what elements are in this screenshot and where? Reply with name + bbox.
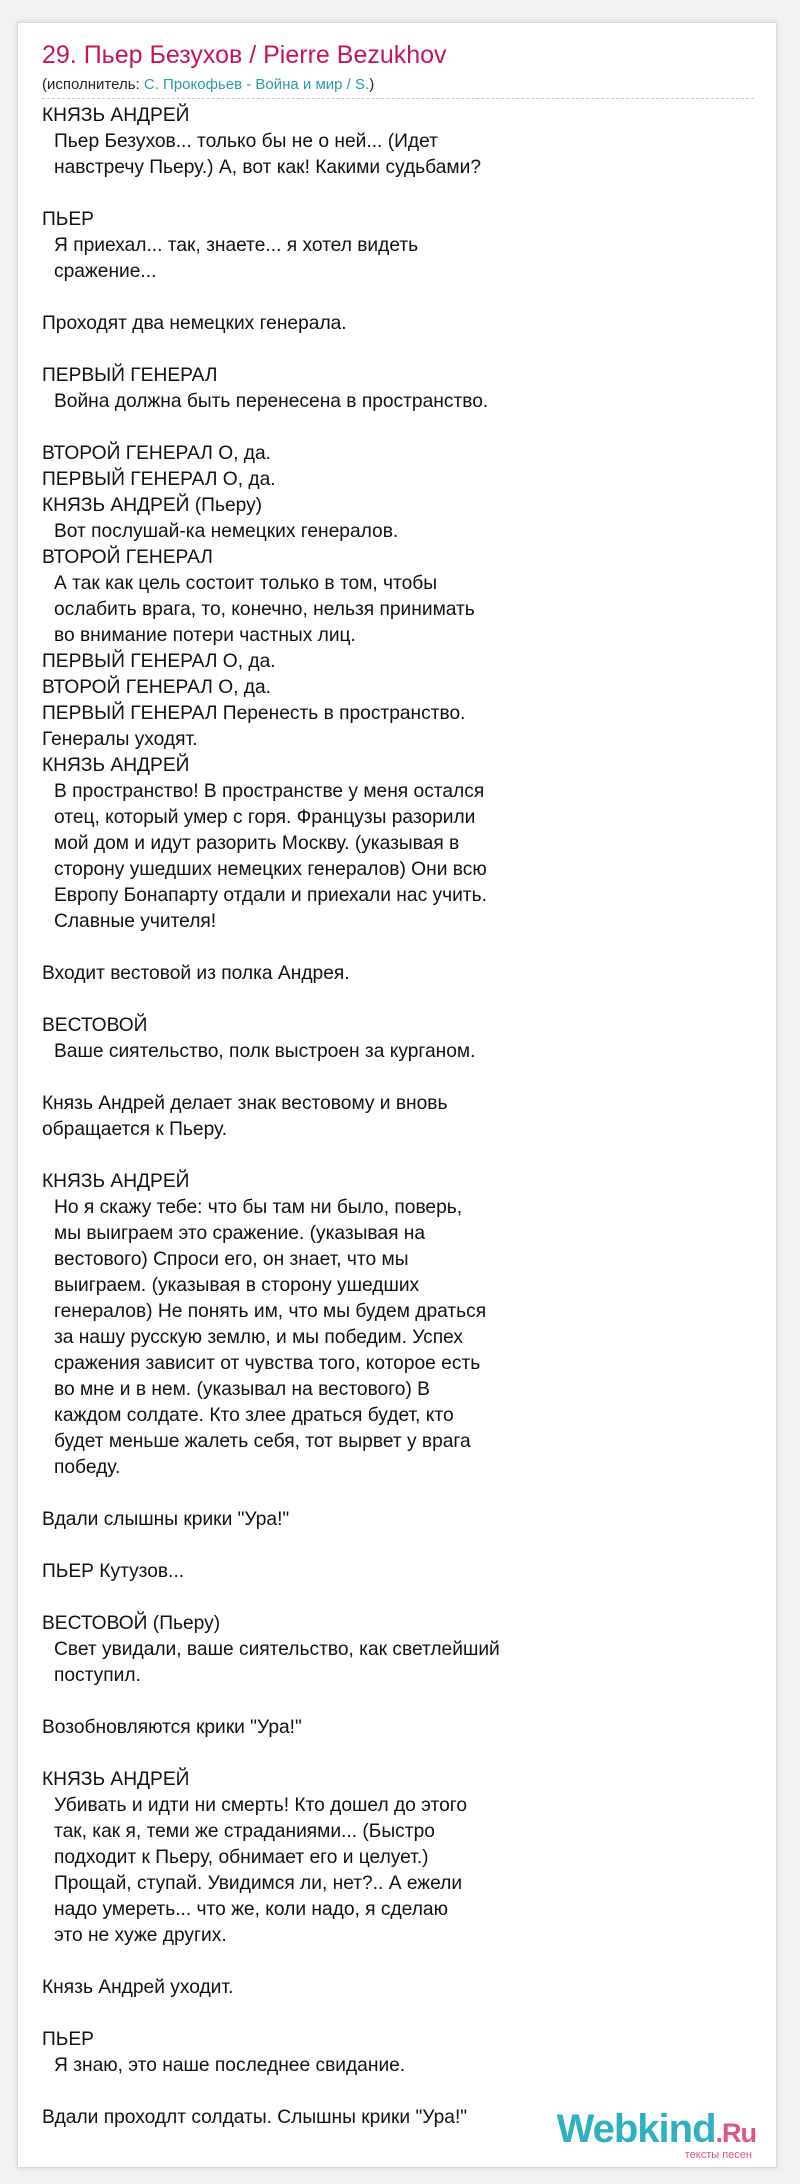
byline-prefix: (исполнитель: [42,76,144,93]
lyric-line: отец, который умер с горя. Французы разорили [54,807,476,828]
lyric-line: Вот послушай-ка немецких генералов. [54,521,399,542]
lyric-line [42,935,762,961]
lyric-line: ВЕСТОВОЙ (Пьеру) [42,1613,221,1634]
lyric-line: мой дом и идут разорить Москву. (указывая в [54,833,460,854]
lyric-line: выиграем. (указывая в сторону ушедших [54,1275,420,1296]
lyric-line: сторону ушедших немецких генералов) Они всю [54,859,487,880]
lyric-line: ПЕРВЫЙ ГЕНЕРАЛ О, да. [42,469,276,490]
lyric-line: ВТОРОЙ ГЕНЕРАЛ [42,547,213,568]
lyric-line: А так как цель состоит только в том, чтобы [54,573,438,594]
author-link[interactable]: S. [355,76,370,93]
lyric-line: Свет увидали, ваше сиятельство, как светлейший [54,1639,500,1660]
lyric-line: навстречу Пьеру.) А, вот как! Какими судьбами? [54,157,481,178]
lyric-line [42,2001,762,2027]
lyric-line: ВТОРОЙ ГЕНЕРАЛ О, да. [42,677,272,698]
lyric-line: ПЬЕР [42,209,94,230]
byline-suffix: ) [369,76,375,93]
lyric-line: поступил. [54,1665,141,1686]
lyric-line: Пьер Безухов... только бы не о ней... (Идет [54,131,438,152]
lyric-line: Генералы уходят. [42,729,198,750]
lyric-line: обращается к Пьеру. [42,1119,228,1140]
lyric-line: генералов) Не понять им, что мы будем драться [54,1301,487,1322]
webkind-logo[interactable] [557,2109,756,2161]
lyric-line: это не хуже других. [54,1925,227,1946]
lyric-line [42,337,762,363]
lyric-line: надо умереть... что же, коли надо, я сделаю [54,1899,448,1920]
lyric-line: подходит к Пьеру, обнимает его и целует.) [54,1847,429,1868]
divider [42,98,754,99]
lyric-line: Я знаю, это наше последнее свидание. [54,2055,406,2076]
lyric-line: ПЕРВЫЙ ГЕНЕРАЛ Перенесть в пространство. [42,703,466,724]
lyric-line: ПЬЕР Кутузов... [42,1561,185,1582]
lyric-line: Я приехал... так, знаете... я хотел видеть [54,235,419,256]
lyric-line: каждом солдате. Кто злее драться будет, кто [54,1405,454,1426]
lyric-line: Славные учителя! [54,911,217,932]
lyric-line [42,1949,762,1975]
lyric-line [42,987,762,1013]
lyric-line: Проходят два немецких генерала. [42,313,347,334]
lyrics-body [42,103,762,2131]
lyric-line: за нашу русскую землю, и мы победим. Успех [54,1327,463,1348]
lyric-line: вестового) Спроси его, он знает, что мы [54,1249,409,1270]
lyric-line: Европу Бонапарту отдали и приехали нас учить. [54,885,487,906]
lyric-line: Вдали проходлт солдаты. Слышны крики "Ура!" [42,2107,468,2128]
lyric-line: КНЯЗЬ АНДРЕЙ [42,1171,190,1192]
lyric-line: В пространство! В пространстве у меня остался [54,781,485,802]
lyric-line: ВЕСТОВОЙ [42,1015,148,1036]
lyrics-sheet [17,22,777,2168]
lyric-line: Возобновляются крики "Ура!" [42,1717,302,1738]
lyric-line [42,1533,762,1559]
lyric-line [42,1585,762,1611]
lyric-line: во внимание потери частных лиц. [54,625,356,646]
lyric-line: ПЕРВЫЙ ГЕНЕРАЛ [42,365,218,386]
lyric-line: будет меньше жалеть себя, тот вырвет у врага [54,1431,471,1452]
lyric-line [42,1481,762,1507]
lyric-line: Но я скажу тебе: что бы там ни было, поверь, [54,1197,463,1218]
song-title: 29. Пьер Безухов / Pierre Bezukhov [42,41,447,69]
lyric-line [42,1065,762,1091]
lyric-line: победу. [54,1457,121,1478]
lyric-line: КНЯЗЬ АНДРЕЙ [42,1769,190,1790]
lyric-line: Князь Андрей делает знак вестовому и вновь [42,1093,448,1114]
lyric-line: КНЯЗЬ АНДРЕЙ [42,105,190,126]
lyric-line: ПЬЕР [42,2029,94,2050]
lyric-line [42,1741,762,1767]
lyric-line: ВТОРОЙ ГЕНЕРАЛ О, да. [42,443,272,464]
lyric-line: КНЯЗЬ АНДРЕЙ (Пьеру) [42,495,263,516]
lyric-line: ослабить врага, то, конечно, нельзя принимать [54,599,475,620]
lyric-line: КНЯЗЬ АНДРЕЙ [42,755,190,776]
lyric-line: сражения зависит от чувства того, которое есть [54,1353,481,1374]
lyric-line: сражение... [54,261,157,282]
lyric-line [42,2079,762,2105]
lyric-line: так, как я, теми же страданиями... (Быстро [54,1821,435,1842]
brand-name: Webkind [556,2107,716,2151]
lyric-line: Убивать и идти ни смерть! Кто дошел до этого [54,1795,468,1816]
lyric-line [42,181,762,207]
lyric-line: ПЕРВЫЙ ГЕНЕРАЛ О, да. [42,651,276,672]
brand-tagline: тексты песен [684,2149,752,2161]
lyric-line: Входит вестовой из полка Андрея. [42,963,350,984]
brand-tld: .Ru [715,2118,756,2148]
lyric-line [42,415,762,441]
byline [42,76,374,93]
lyric-line: Прощай, ступай. Увидимся ли, нет?.. А ежели [54,1873,463,1894]
lyric-line: Вдали слышны крики "Ура!" [42,1509,290,1530]
byline-separator: / [342,76,355,93]
performer-link[interactable]: С. Прокофьев - Война и мир [143,76,343,93]
lyric-line: во мне и в нем. (указывал на вестового) В [54,1379,430,1400]
lyric-line [42,1143,762,1169]
lyric-line: Князь Андрей уходит. [42,1977,234,1998]
lyric-line: Война должна быть перенесена в пространство. [54,391,489,412]
lyric-line: Ваше сиятельство, полк выстроен за курганом. [54,1041,476,1062]
lyric-line: мы выиграем это сражение. (указывая на [54,1223,426,1244]
lyric-line [42,1689,762,1715]
lyric-line [42,285,762,311]
